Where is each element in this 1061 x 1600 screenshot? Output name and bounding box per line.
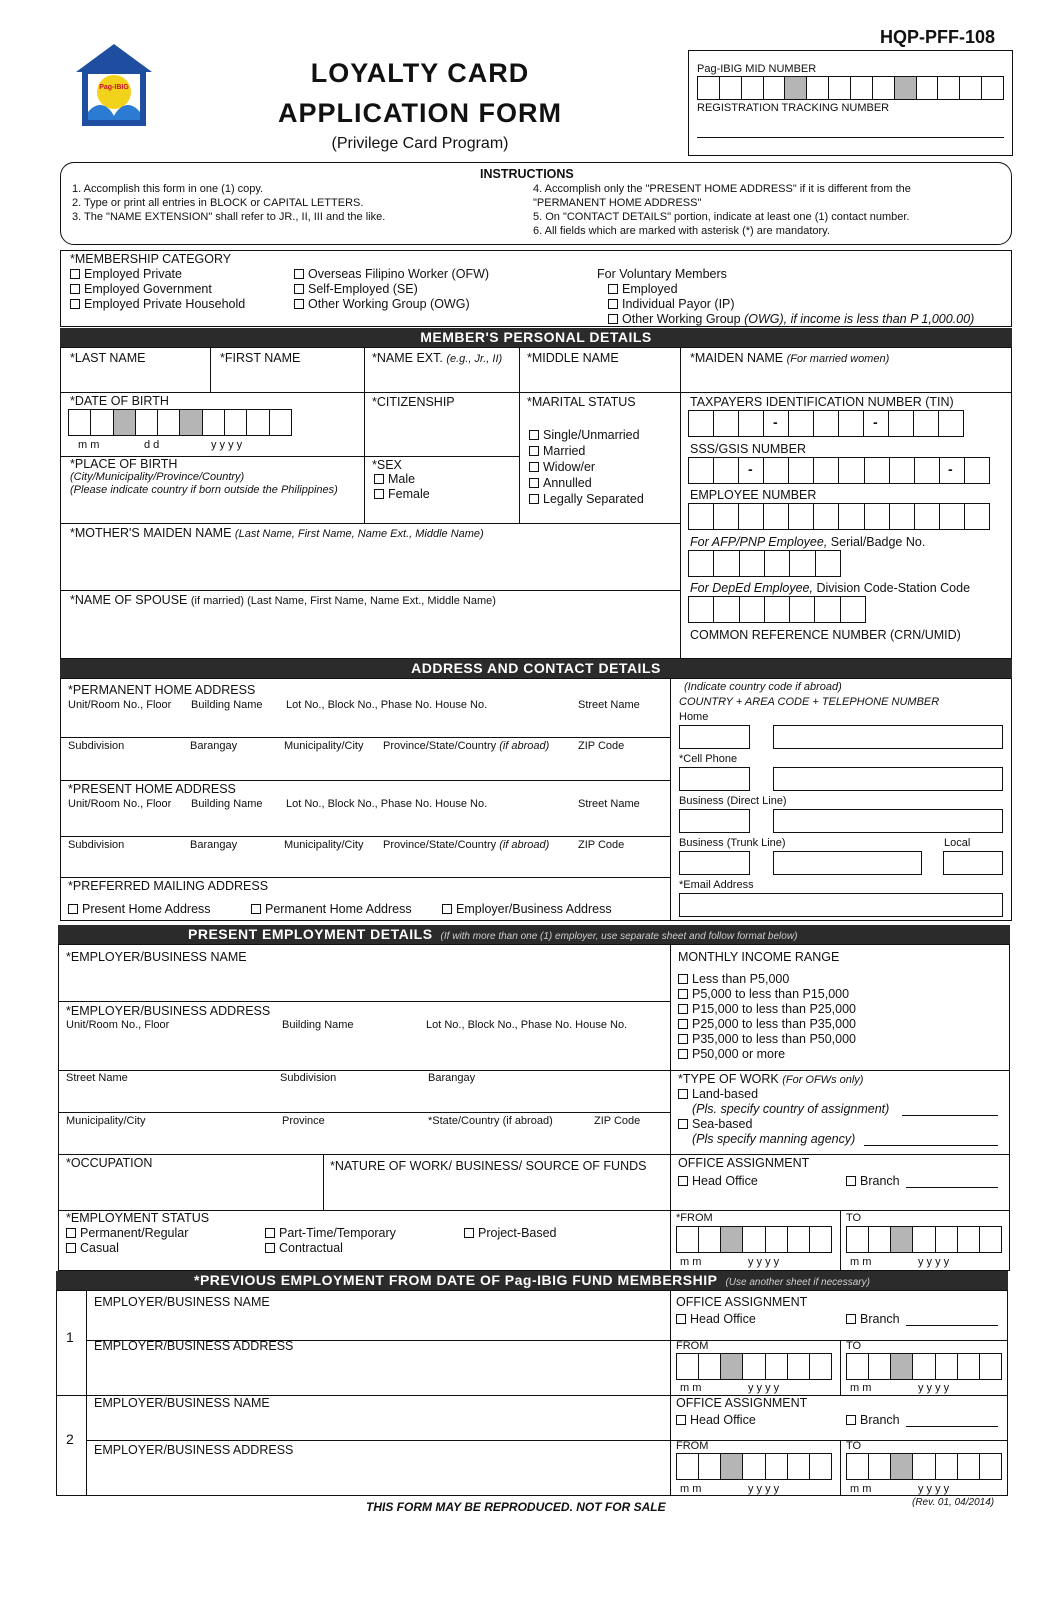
status-part-time[interactable]: Part-Time/Temporary	[265, 1227, 396, 1240]
country-code-note: (Indicate country code if abroad)	[684, 681, 842, 693]
emp-prov-label: Province	[282, 1115, 325, 1127]
biz-trunk-label: Business (Trunk Line)	[679, 837, 786, 849]
tin-dash: -	[873, 414, 878, 430]
place-of-birth-label: *PLACE OF BIRTH	[70, 457, 178, 471]
emp-bldg-label: Building Name	[282, 1019, 354, 1031]
instruction-1: 1. Accomplish this form in one (1) copy.	[72, 183, 264, 195]
income-opt-3[interactable]: P15,000 to less than P25,000	[678, 1003, 856, 1016]
checkbox-icon[interactable]	[374, 489, 384, 499]
footer-notice: THIS FORM MAY BE REPRODUCED. NOT FOR SALE	[366, 1500, 666, 1514]
office-branch[interactable]: Branch	[846, 1175, 900, 1188]
employment-status-label: *EMPLOYMENT STATUS	[66, 1211, 210, 1225]
checkbox-icon[interactable]	[846, 1415, 856, 1425]
status-casual[interactable]: Casual	[66, 1242, 119, 1255]
checkbox-icon[interactable]	[294, 284, 304, 294]
instruction-2: 2. Type or print all entries in BLOCK or CAPITAL LETTERS.	[72, 197, 364, 209]
afp-pnp-label: For AFP/PNP Employee, Serial/Badge No.	[690, 535, 926, 549]
home-area-input[interactable]	[679, 725, 750, 749]
prev2-emp-name-label: EMPLOYER/BUSINESS NAME	[94, 1396, 270, 1410]
branch-input-line[interactable]	[906, 1187, 998, 1188]
middle-name-label: *MIDDLE NAME	[527, 351, 619, 365]
mc-vol-ip[interactable]: Individual Payor (IP)	[608, 298, 735, 311]
marital-status-label: *MARITAL STATUS	[527, 395, 636, 409]
deped-code-input[interactable]	[688, 596, 866, 623]
biz-direct-area-input[interactable]	[679, 809, 750, 833]
dob-input[interactable]	[68, 409, 292, 436]
checkbox-icon[interactable]	[66, 1228, 76, 1238]
previous-row-number-1: 1	[66, 1329, 74, 1345]
employee-number-input[interactable]	[688, 503, 990, 530]
prev2-to-label: TO	[846, 1440, 862, 1452]
mailing-present[interactable]: Present Home Address	[68, 903, 211, 916]
name-ext-label: *NAME EXT. (e.g., Jr., II)	[372, 351, 503, 365]
checkbox-icon[interactable]	[68, 904, 78, 914]
mailing-permanent[interactable]: Permanent Home Address	[251, 903, 412, 916]
pres-prov-label: Province/State/Country (if abroad)	[383, 839, 550, 851]
pres-zip-label: ZIP Code	[578, 839, 625, 851]
checkbox-icon[interactable]	[294, 269, 304, 279]
pres-lot-label: Lot No., Block No., Phase No. House No.	[286, 798, 488, 810]
band-address-contact: ADDRESS AND CONTACT DETAILS	[60, 659, 1012, 678]
pres-mun-label: Municipality/City	[284, 839, 364, 851]
pres-unit-label: Unit/Room No., Floor	[68, 798, 172, 810]
svg-text:Pag-IBIG: Pag-IBIG	[99, 84, 129, 91]
emp-mun-label: Municipality/City	[66, 1115, 146, 1127]
type-of-work-label: *TYPE OF WORK (For OFWs only)	[678, 1072, 864, 1086]
mother-maiden-name-label: *MOTHER'S MAIDEN NAME (Last Name, First Name, Name Ext., Middle Name)	[70, 526, 484, 540]
to-mm: m m	[850, 1256, 872, 1268]
maiden-name-label: *MAIDEN NAME (For married women)	[690, 351, 890, 365]
prev1-from-mm: m m	[680, 1382, 702, 1394]
mid-number-label: Pag-IBIG MID NUMBER	[697, 63, 817, 75]
home-phone-input[interactable]	[773, 725, 1003, 749]
checkbox-icon[interactable]	[846, 1176, 856, 1186]
prev2-from-yyyy: y y y y	[748, 1483, 780, 1495]
sex-female[interactable]: Female	[374, 488, 430, 501]
checkbox-icon[interactable]	[678, 974, 688, 984]
perm-lot-label: Lot No., Block No., Phase No. House No.	[286, 699, 488, 711]
emp-street-label: Street Name	[66, 1072, 128, 1084]
checkbox-icon[interactable]	[678, 989, 688, 999]
land-based-input-line[interactable]	[902, 1115, 998, 1116]
type-land-based[interactable]: Land-based	[678, 1088, 758, 1101]
checkbox-icon[interactable]	[70, 299, 80, 309]
nature-of-work-label: *NATURE OF WORK/ BUSINESS/ SOURCE OF FUNDS	[330, 1159, 647, 1173]
dob-mm: m m	[78, 439, 100, 451]
prev2-to-input[interactable]	[846, 1453, 1002, 1480]
pres-street-label: Street Name	[578, 798, 640, 810]
emp-zip-label: ZIP Code	[594, 1115, 641, 1127]
sss-dash: -	[748, 461, 753, 477]
cell-area-input[interactable]	[679, 767, 750, 791]
band-personal-details: MEMBER'S PERSONAL DETAILS	[60, 328, 1012, 347]
local-input[interactable]	[943, 851, 1003, 875]
sex-label: *SEX	[372, 458, 402, 472]
rtn-input-line[interactable]	[697, 137, 1004, 138]
prev2-to-mm: m m	[850, 1483, 872, 1495]
prev1-to-label: TO	[846, 1340, 862, 1352]
mc-ofw[interactable]: Overseas Filipino Worker (OFW)	[294, 268, 489, 281]
perm-brgy-label: Barangay	[190, 740, 238, 752]
email-input[interactable]	[679, 893, 1003, 917]
voluntary-members-title: For Voluntary Members	[597, 267, 727, 281]
prev1-to-input[interactable]	[846, 1353, 1002, 1380]
perm-street-label: Street Name	[578, 699, 640, 711]
form-code: HQP-PFF-108	[880, 27, 996, 47]
first-name-label: *FIRST NAME	[220, 351, 301, 365]
emp-lot-label: Lot No., Block No., Phase No. House No.	[426, 1019, 628, 1031]
checkbox-icon[interactable]	[294, 299, 304, 309]
office-head[interactable]: Head Office	[678, 1175, 758, 1188]
tin-dash: -	[773, 414, 778, 430]
income-opt-6[interactable]: P50,000 or more	[678, 1048, 785, 1061]
checkbox-icon[interactable]	[529, 446, 539, 456]
income-opt-2[interactable]: P5,000 to less than P15,000	[678, 988, 849, 1001]
deped-label: For DepEd Employee, Division Code-Station Code	[690, 581, 971, 595]
checkbox-icon[interactable]	[678, 1119, 688, 1129]
emp-address-label: *EMPLOYER/BUSINESS ADDRESS	[66, 1004, 271, 1018]
perm-unit-label: Unit/Room No., Floor	[68, 699, 172, 711]
prev1-office-head[interactable]: Head Office	[676, 1313, 756, 1326]
from-date-input[interactable]	[676, 1226, 832, 1253]
to-yyyy: y y y y	[918, 1256, 950, 1268]
income-opt-5[interactable]: P35,000 to less than P50,000	[678, 1033, 856, 1046]
crn-label: COMMON REFERENCE NUMBER (CRN/UMID)	[690, 628, 961, 642]
prev1-emp-address-label: EMPLOYER/BUSINESS ADDRESS	[94, 1339, 294, 1353]
form-title-line1: LOYALTY CARD	[310, 58, 530, 88]
office-assignment-label: OFFICE ASSIGNMENT	[678, 1156, 810, 1170]
prev1-to-mm: m m	[850, 1382, 872, 1394]
prev2-branch-input-line[interactable]	[906, 1426, 998, 1427]
checkbox-icon[interactable]	[608, 299, 618, 309]
prev2-from-mm: m m	[680, 1483, 702, 1495]
tin-label: TAXPAYERS IDENTIFICATION NUMBER (TIN)	[690, 395, 954, 409]
tin-input[interactable]	[688, 410, 964, 437]
biz-direct-label: Business (Direct Line)	[679, 795, 787, 807]
perm-prov-label: Province/State/Country (if abroad)	[383, 740, 550, 752]
occupation-label: *OCCUPATION	[66, 1156, 153, 1170]
prev1-from-input[interactable]	[676, 1353, 832, 1380]
pob-note-1: (City/Municipality/Province/Country)	[70, 471, 245, 483]
checkbox-icon[interactable]	[70, 284, 80, 294]
prev1-from-yyyy: y y y y	[748, 1382, 780, 1394]
emp-subd-label: Subdivision	[280, 1072, 337, 1084]
marital-married[interactable]: Married	[529, 445, 585, 458]
dob-label: *DATE OF BIRTH	[70, 394, 169, 408]
emp-name-label: *EMPLOYER/BUSINESS NAME	[66, 950, 247, 964]
last-name-label: *LAST NAME	[70, 351, 146, 365]
sex-male[interactable]: Male	[374, 473, 415, 486]
prev2-office-label: OFFICE ASSIGNMENT	[676, 1396, 808, 1410]
prev2-office-branch[interactable]: Branch	[846, 1414, 900, 1427]
biz-direct-input[interactable]	[773, 809, 1003, 833]
checkbox-icon[interactable]	[608, 314, 618, 324]
home-phone-label: Home	[679, 711, 709, 723]
checkbox-icon[interactable]	[678, 1034, 688, 1044]
emp-brgy-label: Barangay	[428, 1072, 476, 1084]
checkbox-icon[interactable]	[678, 1004, 688, 1014]
instructions-title: INSTRUCTIONS	[480, 167, 574, 181]
to-date-input[interactable]	[846, 1226, 1002, 1253]
checkbox-icon[interactable]	[251, 904, 261, 914]
citizenship-label: *CITIZENSHIP	[372, 395, 455, 409]
checkbox-icon[interactable]	[66, 1243, 76, 1253]
afp-serial-input[interactable]	[688, 550, 841, 577]
checkbox-icon[interactable]	[846, 1314, 856, 1324]
prev2-to-yyyy: y y y y	[918, 1483, 950, 1495]
pob-note-2: (Please indicate country if born outside the Philippines)	[70, 484, 338, 496]
checkbox-icon[interactable]	[529, 478, 539, 488]
checkbox-icon[interactable]	[464, 1228, 474, 1238]
checkbox-icon[interactable]	[529, 430, 539, 440]
mc-owg[interactable]: Other Working Group (OWG)	[294, 298, 470, 311]
prev2-office-head[interactable]: Head Office	[676, 1414, 756, 1427]
instruction-5: 5. On "CONTACT DETAILS" portion, indicate at least one (1) contact number.	[533, 211, 910, 223]
from-yyyy: y y y y	[748, 1256, 780, 1268]
checkbox-icon[interactable]	[676, 1415, 686, 1425]
perm-address-label: *PERMANENT HOME ADDRESS	[68, 683, 256, 697]
mailing-employer[interactable]: Employer/Business Address	[442, 903, 612, 916]
instruction-4b: "PERMANENT HOME ADDRESS"	[533, 197, 702, 209]
prev1-branch-input-line[interactable]	[906, 1325, 998, 1326]
prev1-office-branch[interactable]: Branch	[846, 1313, 900, 1326]
income-range-label: MONTHLY INCOME RANGE	[678, 950, 840, 964]
dob-yyyy: y y y y	[211, 439, 243, 451]
employee-number-label: EMPLOYEE NUMBER	[690, 488, 817, 502]
sss-dash: -	[948, 461, 953, 477]
sss-label: SSS/GSIS NUMBER	[690, 442, 806, 456]
dob-dd: d d	[144, 439, 160, 451]
sea-based-input-line[interactable]	[864, 1145, 998, 1146]
checkbox-icon[interactable]	[70, 269, 80, 279]
to-label: TO	[846, 1212, 862, 1224]
checkbox-icon[interactable]	[374, 474, 384, 484]
status-contractual[interactable]: Contractual	[265, 1242, 343, 1255]
previous-row-number-2: 2	[66, 1431, 74, 1447]
spouse-name-label: *NAME OF SPOUSE (if married) (Last Name, First Name, Name Ext., Middle Name)	[70, 593, 496, 607]
biz-trunk-input[interactable]	[773, 851, 922, 875]
perm-subd-label: Subdivision	[68, 740, 125, 752]
from-mm: m m	[680, 1256, 702, 1268]
perm-zip-label: ZIP Code	[578, 740, 625, 752]
prev1-from-label: FROM	[676, 1340, 709, 1352]
prev1-to-yyyy: y y y y	[918, 1382, 950, 1394]
mc-vol-owg[interactable]: Other Working Group (OWG), if income is less than P 1,000.00)	[608, 313, 974, 326]
checkbox-icon[interactable]	[265, 1228, 275, 1238]
mc-self-employed[interactable]: Self-Employed (SE)	[294, 283, 418, 296]
emp-state-label: *State/Country (if abroad)	[428, 1115, 553, 1127]
checkbox-icon[interactable]	[529, 494, 539, 504]
footer-revision: (Rev. 01, 04/2014)	[912, 1497, 995, 1508]
mc-employed-government[interactable]: Employed Government	[70, 283, 212, 296]
sea-based-note: (Pls specify manning agency)	[692, 1132, 856, 1146]
membership-title: *MEMBERSHIP CATEGORY	[70, 252, 232, 266]
marital-widow[interactable]: Widow/er	[529, 461, 595, 474]
mc-employed-household[interactable]: Employed Private Household	[70, 298, 245, 311]
rtn-label: REGISTRATION TRACKING NUMBER	[697, 102, 890, 114]
marital-single[interactable]: Single/Unmarried	[529, 429, 640, 442]
pres-brgy-label: Barangay	[190, 839, 238, 851]
email-label: *Email Address	[679, 879, 754, 891]
local-label: Local	[944, 837, 971, 849]
checkbox-icon[interactable]	[442, 904, 452, 914]
prev1-emp-name-label: EMPLOYER/BUSINESS NAME	[94, 1295, 270, 1309]
sss-input[interactable]	[688, 457, 990, 484]
instruction-3: 3. The "NAME EXTENSION" shall refer to JR., II, III and the like.	[72, 211, 386, 223]
checkbox-icon[interactable]	[678, 1176, 688, 1186]
band-present-employment: PRESENT EMPLOYMENT DETAILS (If with more than one (1) employer, use separate sheet and follow format below)	[58, 925, 1010, 944]
prev1-office-label: OFFICE ASSIGNMENT	[676, 1295, 808, 1309]
marital-annulled[interactable]: Annulled	[529, 477, 592, 490]
phone-format-label: COUNTRY + AREA CODE + TELEPHONE NUMBER	[679, 696, 940, 708]
pres-address-label: *PRESENT HOME ADDRESS	[68, 782, 236, 796]
marital-separated[interactable]: Legally Separated	[529, 493, 644, 506]
status-project-based[interactable]: Project-Based	[464, 1227, 557, 1240]
perm-mun-label: Municipality/City	[284, 740, 364, 752]
checkbox-icon[interactable]	[676, 1314, 686, 1324]
pres-subd-label: Subdivision	[68, 839, 125, 851]
mailing-address-label: *PREFERRED MAILING ADDRESS	[68, 879, 269, 893]
prev2-from-label: FROM	[676, 1440, 709, 1452]
form-subtitle: (Privilege Card Program)	[331, 135, 509, 152]
checkbox-icon[interactable]	[608, 284, 618, 294]
emp-unit-label: Unit/Room No., Floor	[66, 1019, 170, 1031]
band-previous-employment: *PREVIOUS EMPLOYMENT FROM DATE OF Pag-IBIG FUND MEMBERSHIP (Use another sheet if necessary)	[56, 1271, 1008, 1290]
pres-bldg-label: Building Name	[191, 798, 263, 810]
mc-employed-private[interactable]: Employed Private	[70, 268, 182, 281]
mc-vol-employed[interactable]: Employed	[608, 283, 678, 296]
cell-phone-input[interactable]	[773, 767, 1003, 791]
income-opt-1[interactable]: Less than P5,000	[678, 973, 789, 986]
prev2-from-input[interactable]	[676, 1453, 832, 1480]
income-opt-4[interactable]: P25,000 to less than P35,000	[678, 1018, 856, 1031]
prev2-emp-address-label: EMPLOYER/BUSINESS ADDRESS	[94, 1443, 294, 1457]
checkbox-icon[interactable]	[529, 462, 539, 472]
instruction-6: 6. All fields which are marked with asterisk (*) are mandatory.	[533, 225, 830, 237]
type-sea-based[interactable]: Sea-based	[678, 1118, 752, 1131]
land-based-note: (Pls. specify country of assignment)	[692, 1102, 890, 1116]
cell-phone-label: *Cell Phone	[679, 753, 738, 765]
pagibig-logo	[74, 42, 154, 130]
perm-bldg-label: Building Name	[191, 699, 263, 711]
checkbox-icon[interactable]	[678, 1089, 688, 1099]
instruction-4: 4. Accomplish only the "PRESENT HOME ADDRESS" if it is different from the	[533, 183, 911, 195]
mid-number-input[interactable]	[697, 76, 1004, 100]
status-permanent[interactable]: Permanent/Regular	[66, 1227, 188, 1240]
form-title-line2: APPLICATION FORM	[278, 98, 562, 128]
checkbox-icon[interactable]	[265, 1243, 275, 1253]
checkbox-icon[interactable]	[678, 1049, 688, 1059]
biz-trunk-area-input[interactable]	[679, 851, 750, 875]
checkbox-icon[interactable]	[678, 1019, 688, 1029]
from-label: *FROM	[676, 1212, 713, 1224]
